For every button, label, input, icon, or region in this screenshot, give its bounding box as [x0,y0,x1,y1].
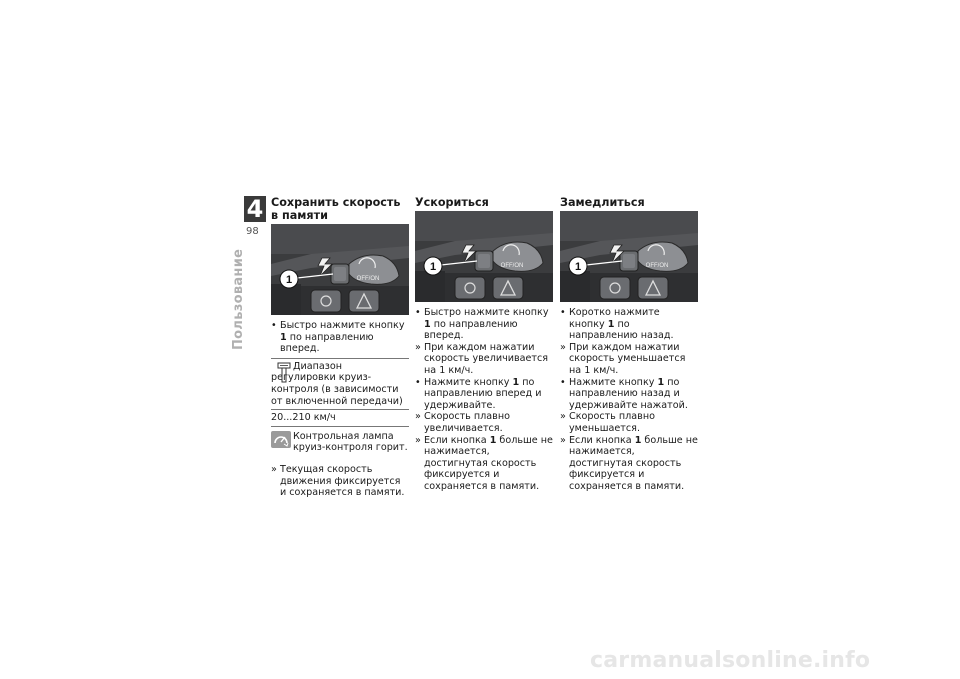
handlebar-switch-photo [271,224,409,315]
section-heading: Замедлиться [560,196,645,209]
list-item: » Если кнопка 1 больше не нажимается, достигнутая скорость фиксируется и сохраняется в памяти. [415,434,553,492]
speed-range: 20...210 км/ч [271,409,409,426]
tool-note: Диапазон регулировки круиз-контроля (в зависимости от включенной передачи) [271,360,403,407]
list-item: • Быстро нажмите кнопку 1 по направлению вперед. [271,320,405,355]
switch-label: OFF/ON [356,276,380,282]
list-item: • Нажмите кнопку 1 по направлению вперед и удерживайте. [415,376,542,411]
range-info-box [271,358,409,427]
switch-label: OFF/ON [500,263,524,269]
handlebar-switch-photo [415,211,553,302]
list-item: • Коротко нажмите кнопку 1 по направлению назад. [560,307,674,342]
section-heading: Ускориться [415,196,489,209]
watermark: carmanualsonline.info [590,648,871,673]
callout-number: 1 [285,274,293,286]
chapter-title: Пользование [231,248,246,350]
page-number: 98 [246,226,259,237]
callout-number: 1 [429,261,437,273]
wrench-icon [277,362,291,384]
cruise-lamp-icon [271,431,291,448]
list-item: » Если кнопка 1 больше не нажимается, достигнутая скорость фиксируется и сохраняется в памяти. [560,434,698,492]
chapter-number: 4 [244,196,266,222]
section-accelerate [415,196,553,493]
section-save-speed [271,196,409,499]
list-item: » Скорость плавно уменьшается. [560,411,655,434]
list-item: » Текущая скорость движения фиксируется и сохраняется в памяти. [271,463,405,499]
section-decelerate [560,196,698,493]
list-item: » Скорость плавно увеличивается. [415,411,510,434]
section-heading: Сохранить скорость в памяти [271,196,401,222]
handlebar-switch-photo [560,211,698,302]
list-item: • Нажмите кнопку 1 по направлению назад и удерживайте нажатой. [560,376,688,411]
list-item: » При каждом нажатии скорость увеличивается на 1 км/ч. [415,341,549,376]
switch-label: OFF/ON [645,263,669,269]
lamp-note: Контрольная лампа круиз-контроля горит. [271,429,409,456]
list-item: • Быстро нажмите кнопку 1 по направлению вперед. [415,307,549,342]
callout-number: 1 [574,261,582,273]
list-item: » При каждом нажатии скорость уменьшается на 1 км/ч. [560,341,686,376]
